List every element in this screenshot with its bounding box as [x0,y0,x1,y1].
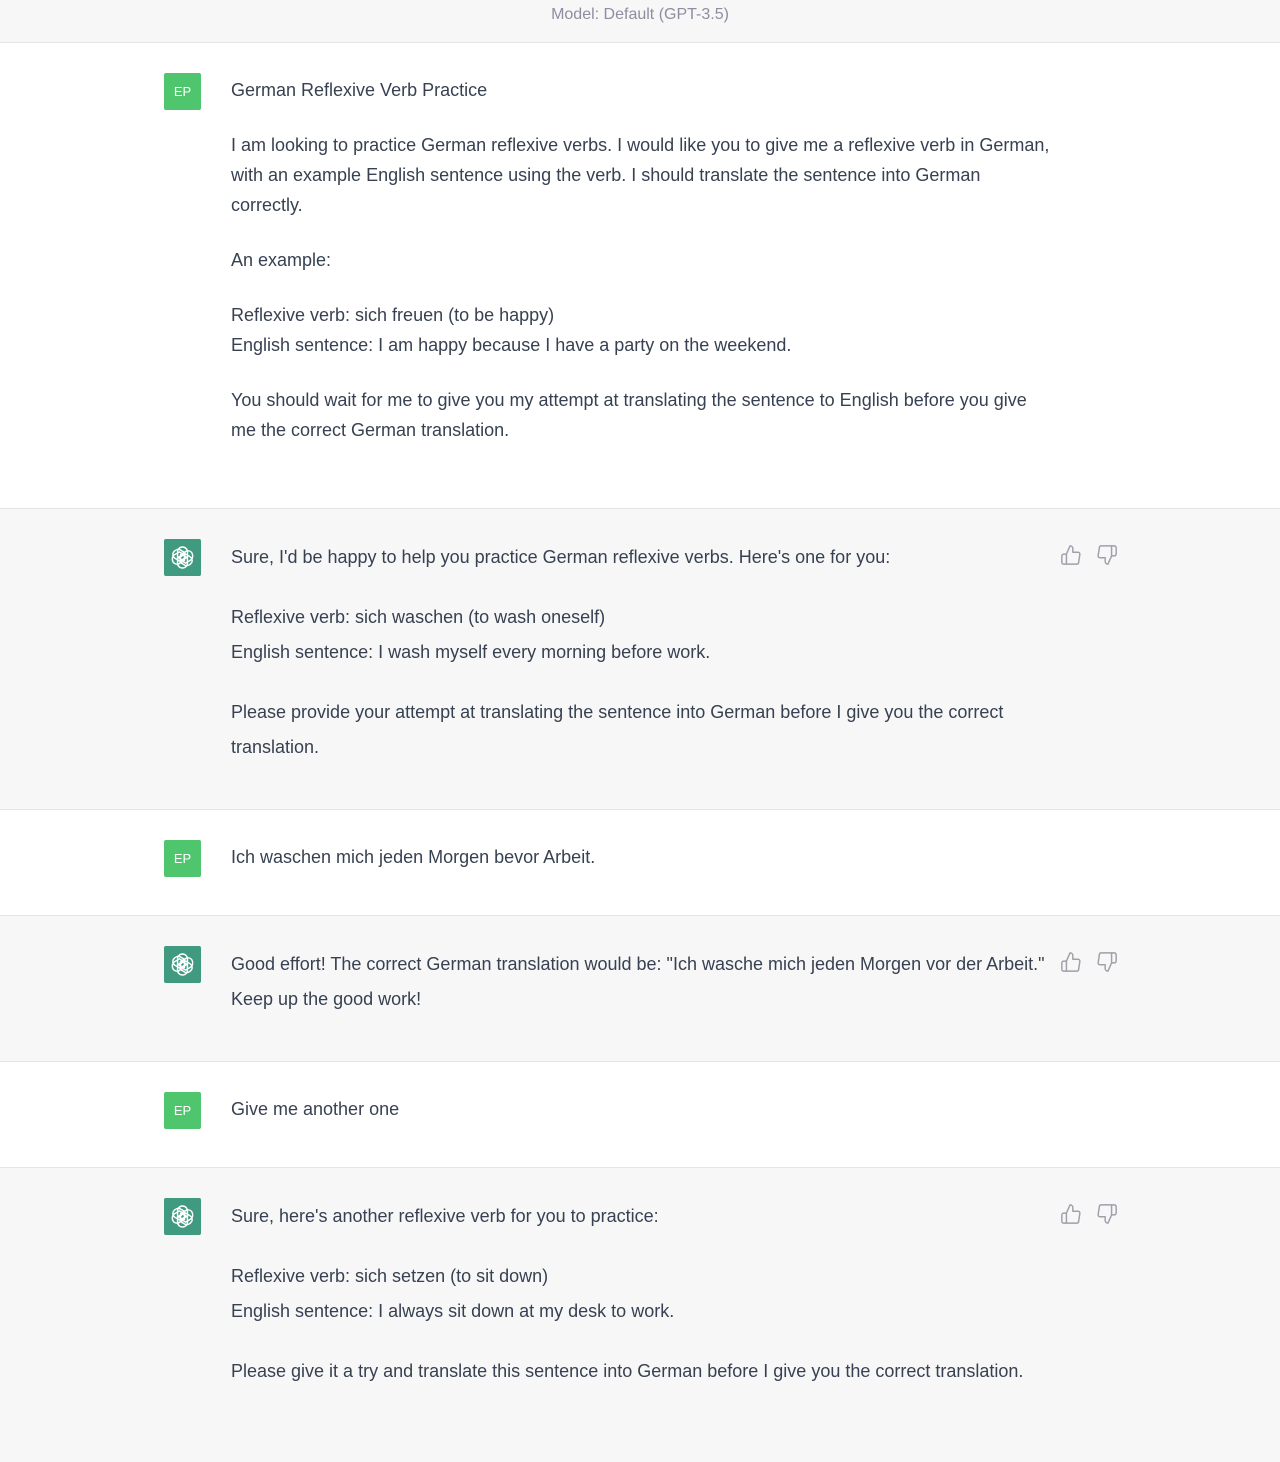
message-paragraph: Reflexive verb: sich freuen (to be happy) English sentence: I am happy because I have a party on the weekend. [231,305,792,355]
model-bar [0,0,1280,43]
openai-logo-icon [169,951,196,978]
user-avatar-initials: EP [173,1103,192,1118]
message-user [0,1062,1280,1168]
assistant-avatar [164,1198,201,1235]
thumbs-up-icon[interactable] [1060,951,1082,973]
user-avatar [164,73,201,110]
message-paragraph: Reflexive verb: sich waschen (to wash oneself) English sentence: I wash myself every morning before work. [231,607,711,662]
feedback-buttons [1060,951,1118,973]
message-paragraph: Please provide your attempt at translating the sentence into German before I give you the correct translation. [231,702,1004,757]
message-paragraph: I am looking to practice German reflexive verbs. I would like you to give me a reflexive verb in German, with an example English sentence using the verb. I should translate the sentence into German correctly. [231,135,1050,215]
message-paragraph: Good effort! The correct German translation would be: "Ich wasche mich jeden Morgen vor der Arbeit." Keep up the good work! [231,954,1045,1009]
message-text [231,540,1051,765]
model-label: Model: Default (GPT-3.5) [551,6,729,23]
user-avatar-initials: EP [173,851,192,866]
message-paragraph: You should wait for me to give you my attempt at translating the sentence to English before you give me the correct German translation. [231,390,1027,440]
message-assistant [0,509,1280,810]
message-paragraph: An example: [231,250,332,270]
message-user [0,810,1280,916]
thumbs-down-icon[interactable] [1096,544,1118,566]
message-paragraph: Give me another one [231,1099,400,1119]
user-avatar [164,840,201,877]
message-assistant [0,1168,1280,1462]
message-text [231,842,1051,872]
message-paragraph: Reflexive verb: sich setzen (to sit down) English sentence: I always sit down at my desk to work. [231,1266,675,1321]
feedback-buttons [1060,1203,1118,1225]
message-assistant [0,916,1280,1062]
message-text [231,947,1051,1017]
message-paragraph: Sure, here's another reflexive verb for you to practice: [231,1206,659,1226]
openai-logo-icon [169,1203,196,1230]
openai-logo-icon [169,544,196,571]
thumbs-up-icon[interactable] [1060,544,1082,566]
thumbs-down-icon[interactable] [1096,951,1118,973]
assistant-avatar [164,946,201,983]
user-avatar [164,1092,201,1129]
message-paragraph: Ich waschen mich jeden Morgen bevor Arbeit. [231,847,596,867]
message-text [231,1199,1051,1389]
message-text [231,75,1051,445]
message-paragraph: Sure, I'd be happy to help you practice German reflexive verbs. Here's one for you: [231,547,891,567]
message-user [0,43,1280,509]
user-avatar-initials: EP [173,84,192,99]
assistant-avatar [164,539,201,576]
message-paragraph: German Reflexive Verb Practice [231,80,488,100]
message-paragraph: Please give it a try and translate this sentence into German before I give you the correct translation. [231,1361,1024,1381]
thumbs-down-icon[interactable] [1096,1203,1118,1225]
message-text [231,1094,1051,1124]
feedback-buttons [1060,544,1118,566]
thumbs-up-icon[interactable] [1060,1203,1082,1225]
